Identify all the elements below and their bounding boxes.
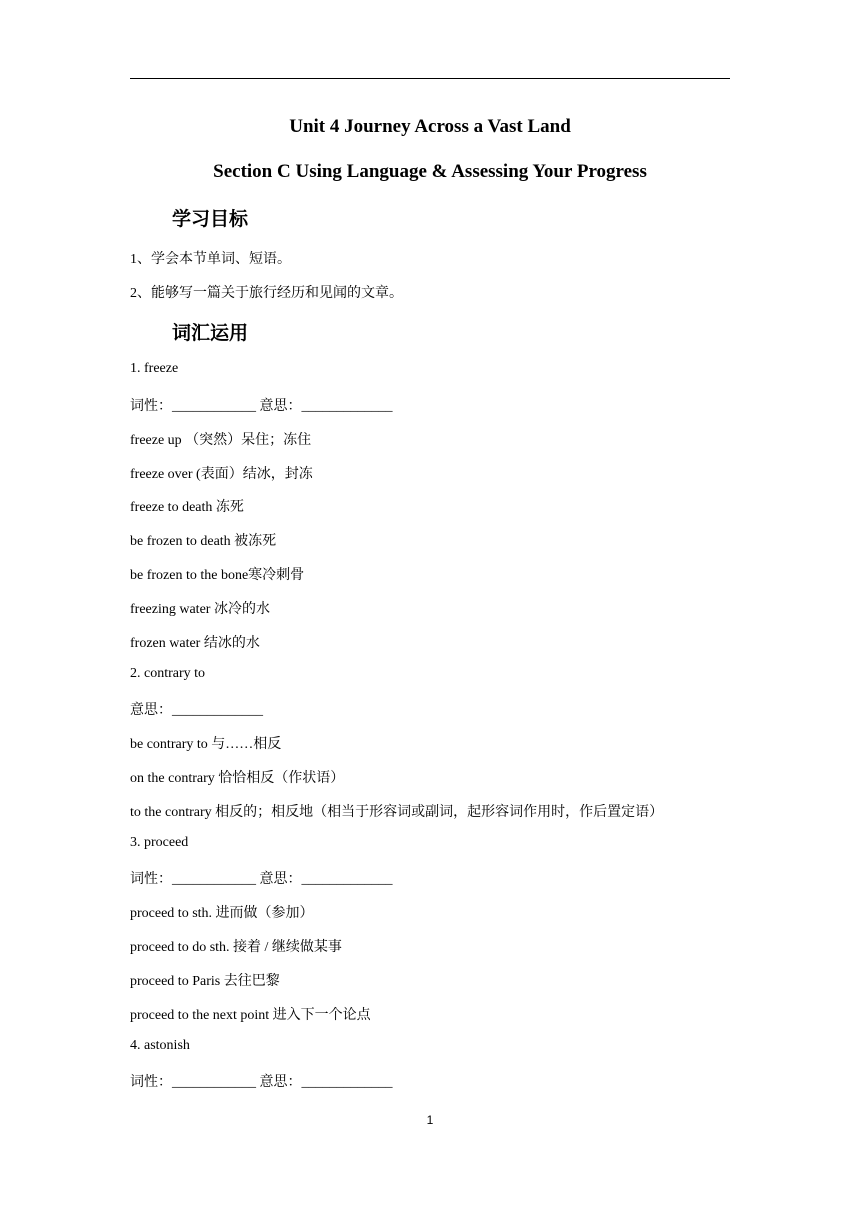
phrase-line: proceed to sth. 进而做（参加） [130, 906, 314, 921]
objectives-heading: 学习目标 [172, 208, 249, 230]
fill-in-line: 词性：____________ 意思：_____________ [130, 1075, 393, 1090]
phrase-line: freezing water 冰冷的水 [130, 602, 270, 617]
fill-in-line: 词性：____________ 意思：_____________ [130, 399, 393, 414]
document-subtitle: Section C Using Language & Assessing Your Progress [213, 161, 647, 182]
phrase-line: freeze over (表面）结冰，封冻 [130, 467, 313, 482]
vocab-entry-heading: 3. proceed [130, 835, 189, 850]
phrase-line: to the contrary 相反的；相反地（相当于形容词或副词，起形容词作用时，作后置定语） [130, 805, 664, 820]
vocab-entry-heading: 2. contrary to [130, 666, 206, 681]
phrase-line: freeze up （突然）呆住；冻住 [130, 433, 312, 448]
phrase-line: be frozen to the bone寒冷刺骨 [130, 568, 305, 583]
phrase-line: on the contrary 恰恰相反（作状语） [130, 771, 345, 786]
vocabulary-heading: 词汇运用 [172, 322, 249, 344]
fill-in-line: 意思：_____________ [130, 703, 263, 718]
phrase-line: freeze to death 冻死 [130, 500, 244, 515]
phrase-line: proceed to do sth. 接着 / 继续做某事 [130, 940, 342, 955]
phrase-line: be contrary to 与……相反 [130, 737, 282, 752]
page-number: 1 [426, 1113, 434, 1127]
header-rule [130, 78, 730, 79]
objective-item: 2、能够写一篇关于旅行经历和见闻的文章。 [130, 286, 403, 301]
vocab-entry-heading: 1. freeze [130, 361, 179, 376]
phrase-line: proceed to the next point 进入下一个论点 [130, 1008, 371, 1023]
phrase-line: proceed to Paris 去往巴黎 [130, 974, 280, 989]
document-title: Unit 4 Journey Across a Vast Land [289, 116, 571, 137]
vocab-entry-heading: 4. astonish [130, 1038, 190, 1053]
phrase-line: frozen water 结冰的水 [130, 636, 260, 651]
phrase-line: be frozen to death 被冻死 [130, 534, 277, 549]
fill-in-line: 词性：____________ 意思：_____________ [130, 872, 393, 887]
objective-item: 1、学会本节单词、短语。 [130, 252, 291, 267]
